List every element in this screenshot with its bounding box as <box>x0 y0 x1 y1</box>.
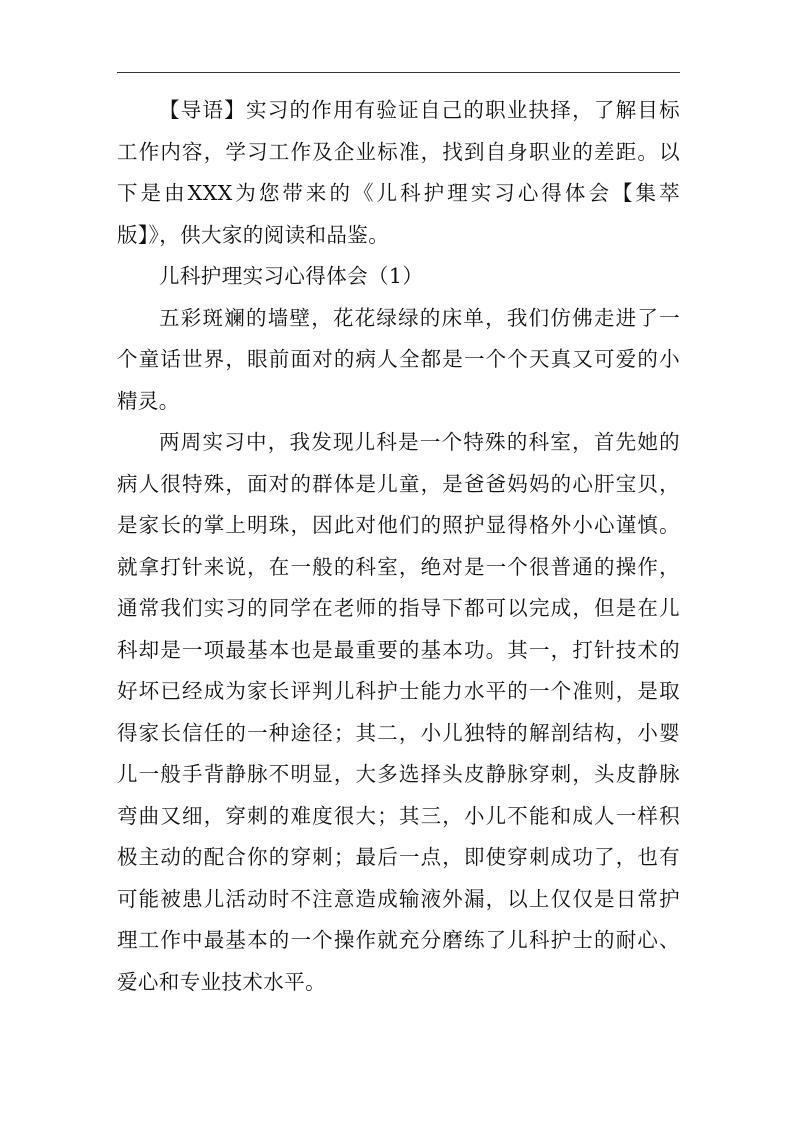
intro-paragraph: 【导语】实习的作用有验证自己的职业抉择，了解目标工作内容，学习工作及企业标准，找到自身职业的差距。以下是由XXX为您带来的《儿科护理实习心得体会【集萃版】》，供大家的阅读和品鉴。 <box>117 98 680 247</box>
header-rule <box>117 72 680 73</box>
document-body <box>117 90 680 1003</box>
section-heading: 儿科护理实习心得体会（1） <box>159 264 424 288</box>
body-paragraph: 五彩斑斓的墙壁，花花绿绿的床单，我们仿佛走进了一个童话世界，眼前面对的病人全都是一个个天真又可爱的小精灵。 <box>117 305 680 413</box>
body-paragraph: 两周实习中，我发现儿科是一个特殊的科室，首先她的病人很特殊，面对的群体是儿童，是爸爸妈妈的心肝宝贝，是家长的掌上明珠，因此对他们的照护显得格外小心谨慎。就拿打针来说，在一般的科室，绝对是一个很普通的操作，通常我们实习的同学在老师的指导下都可以完成，但是在儿科却是一项最基本也是最重要的基本功。其一，打针技术的好坏已经成为家长评判儿科护士能力水平的一个准则，是取得家长信任的一种途径；其二，小儿独特的解剖结构，小婴儿一般手背静脉不明显，大多选择头皮静脉穿刺，头皮静脉弯曲又细，穿刺的难度很大；其三，小儿不能和成人一样积极主动的配合你的穿刺；最后一点，即使穿刺成功了，也有可能被患儿活动时不注意造成输液外漏，以上仅仅是日常护理工作中最基本的一个操作就充分磨练了儿科护士的耐心、爱心和专业技术水平。 <box>117 430 680 994</box>
